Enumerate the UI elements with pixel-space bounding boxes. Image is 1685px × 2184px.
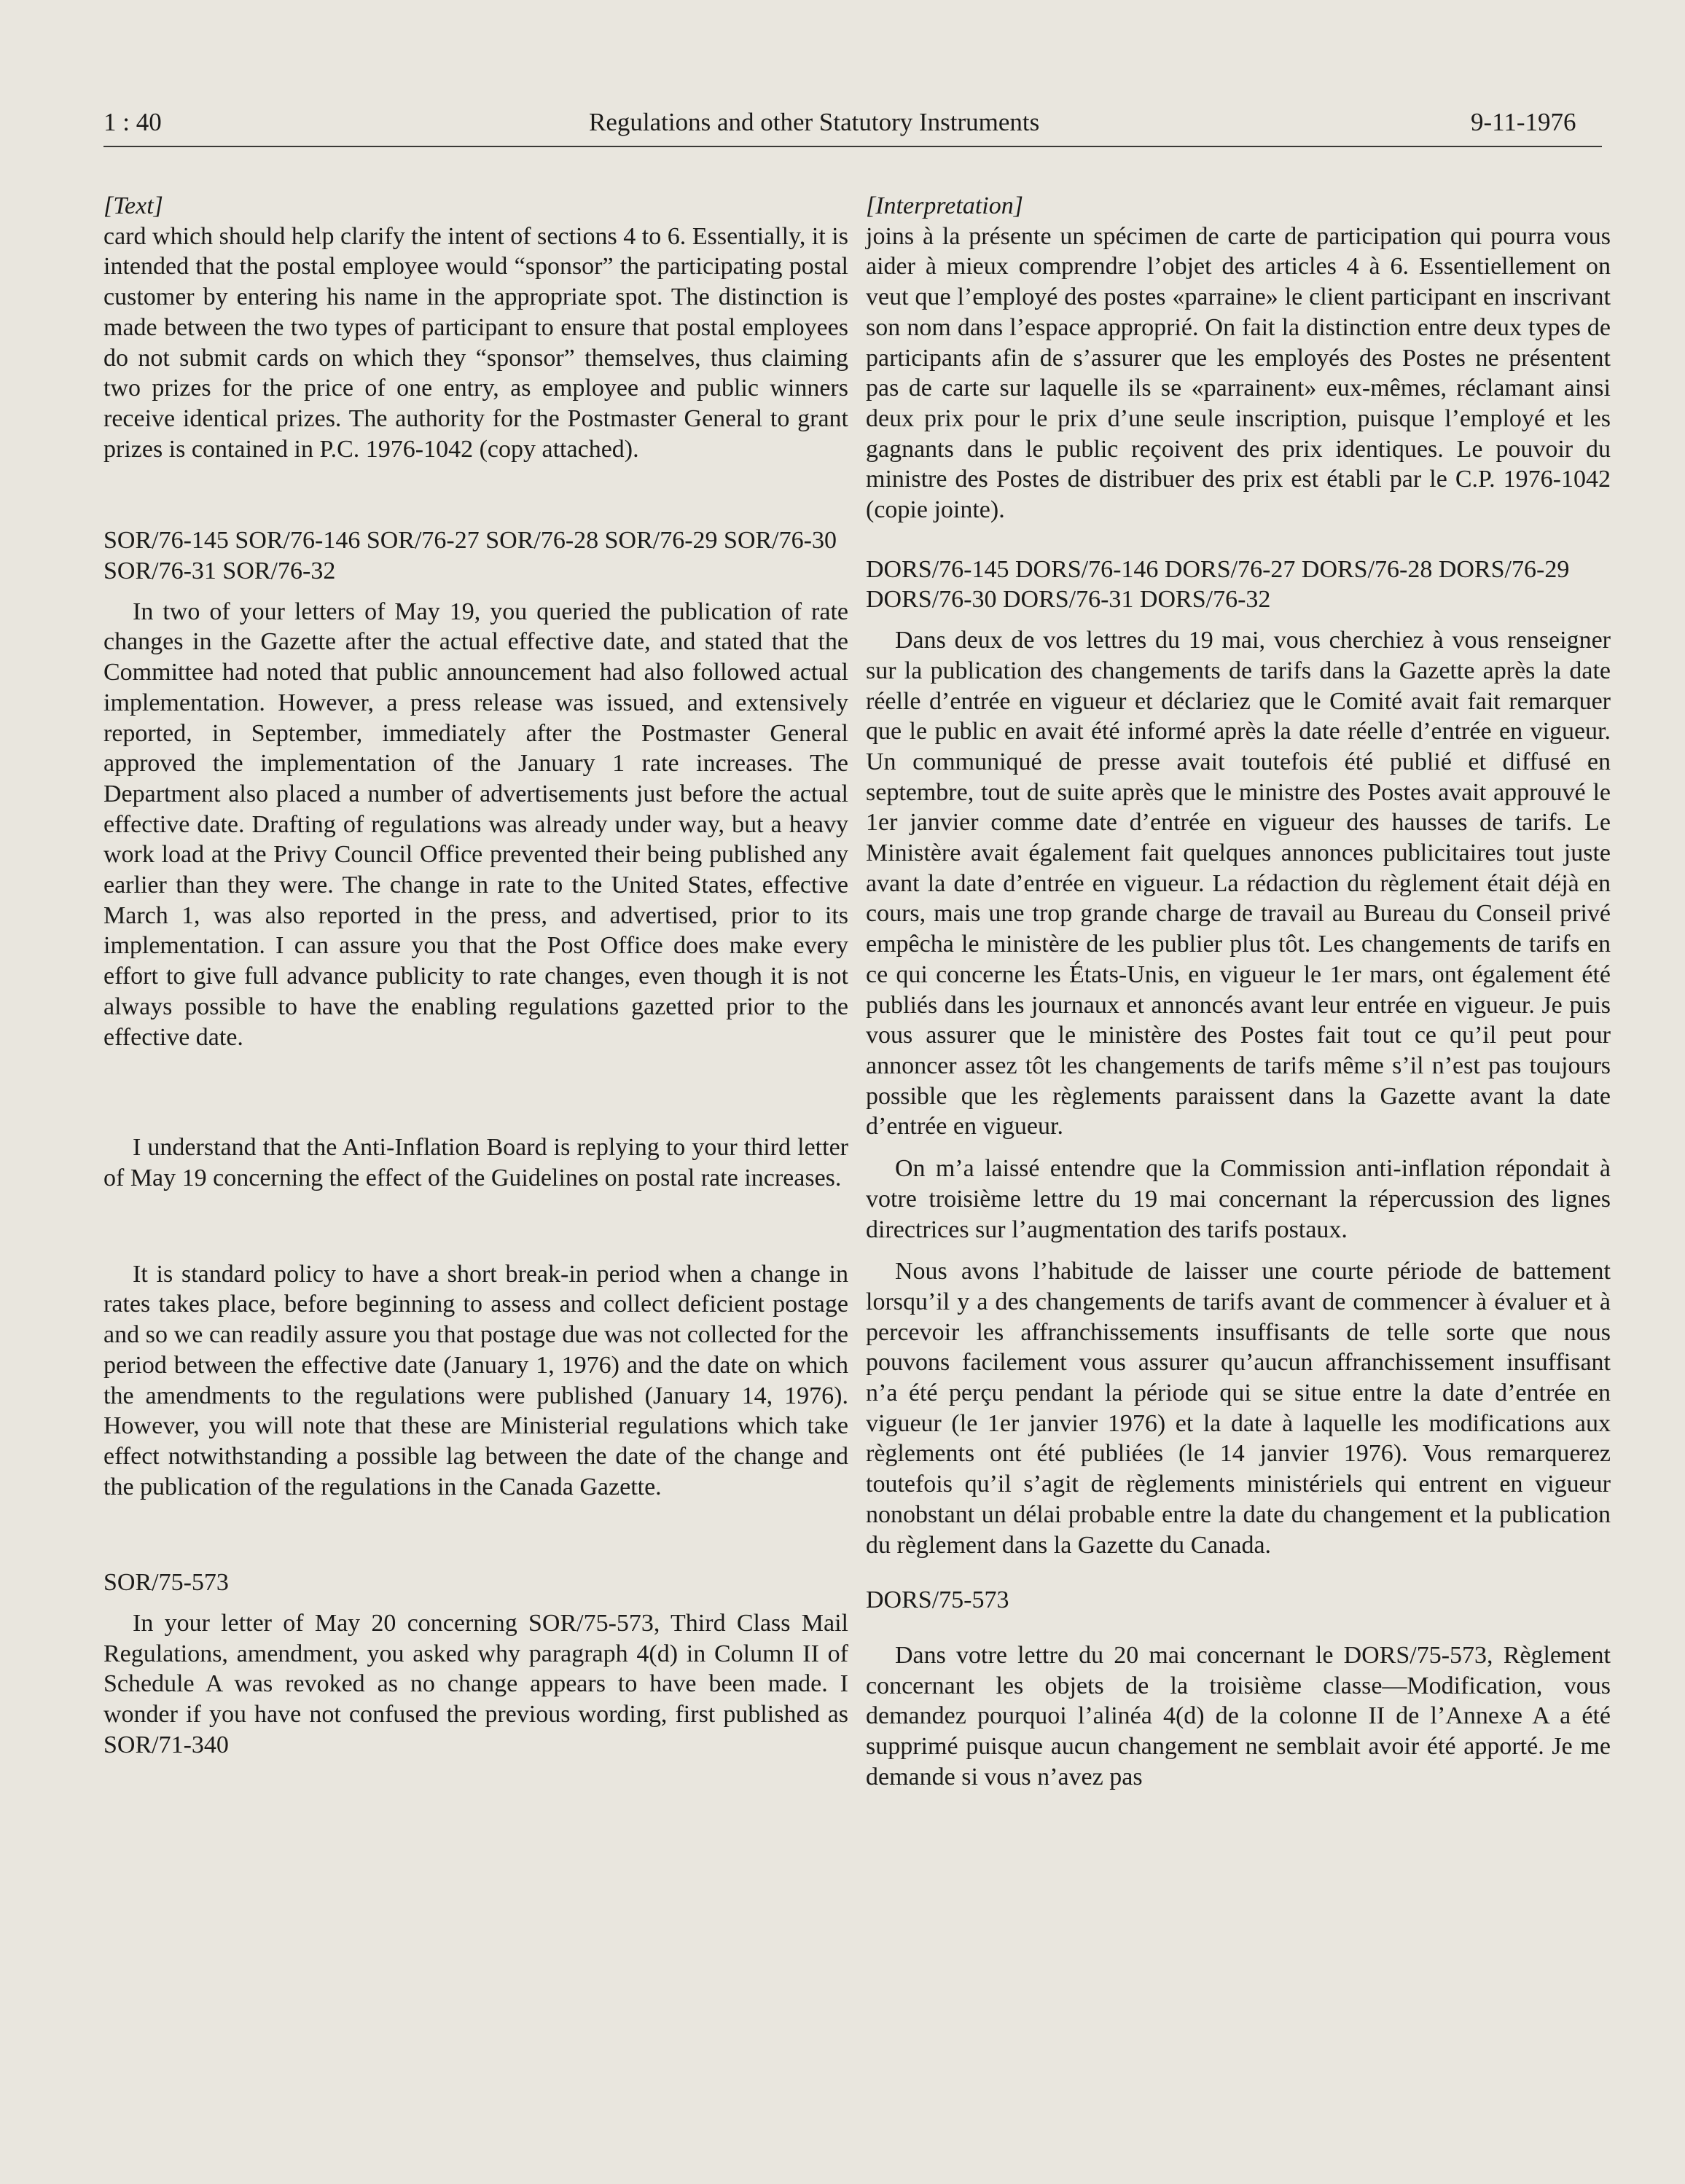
french-heading-dors-76: DORS/76-145 DORS/76-146 DORS/76-27 DORS/76-28 DORS/76-29 DORS/76-30 DORS/76-31 DORS/76-32 [866, 555, 1570, 614]
french-label: [Interpretation] [866, 192, 1023, 219]
french-heading-dors-75-573: DORS/75-573 [866, 1586, 1009, 1614]
french-paragraph-break-in-period: Nous avons l’habitude de laisser une courte période de battement lorsqu’il y a des changements de tarifs avant de commencer à évaluer et à percevoir les affranchissements insuffisants de telle sorte que nous pouvons facilement vous assurer qu’aucun affranchissement insuffisant n’a été perçu pendant la période qui se situe entre la date d’entrée en vigueur (le 1er janvier 1976) et la date à laquelle les modifications aux règlements ont été publiées (le 14 janvier 1976). Vous remarquerez toutefois qu’il s’agit de règlements ministériels qui entrent en vigueur nonobstant un délai probable entre la date du changement et la publication du règlement dans la Gazette du Canada. [866, 1258, 1611, 1559]
english-column [103, 191, 848, 1761]
french-paragraph-anti-inflation: On m’a laissé entendre que la Commission anti-inflation répondait à votre troisième lettre du 19 mai concernant la répercussion des lignes directrices sur l’augmentation des tarifs postaux. [866, 1155, 1611, 1243]
english-paragraph-third-class-mail: In your letter of May 20 concerning SOR/75-573, Third Class Mail Regulations, amendment, you asked why paragraph 4(d) in Column II of Schedule A was revoked as no change appears to have been made. I wonder if you have not confused the previous wording, first published as SOR/71-340 [103, 1610, 848, 1758]
issue-date: 9-11-1976 [1471, 108, 1576, 136]
english-label: [Text] [103, 192, 163, 219]
english-heading-sor-76: SOR/76-145 SOR/76-146 SOR/76-27 SOR/76-28 SOR/76-29 SOR/76-30 SOR/76-31 SOR/76-32 [103, 527, 837, 585]
english-heading-sor-75-573: SOR/75-573 [103, 1569, 229, 1597]
running-title: Regulations and other Statutory Instruments [589, 108, 1040, 136]
french-column [866, 191, 1611, 1792]
english-paragraph-anti-inflation: I understand that the Anti-Inflation Board is replying to your third letter of May 19 concerning the effect of the Guidelines on postal rate increases. [103, 1134, 848, 1191]
french-paragraph-third-class-mail: Dans votre lettre du 20 mai concernant le DORS/75-573, Règlement concernant les objets de la troisième classe—Modification, vous demandez pourquoi l’alinéa 4(d) de la colonne II de l’Annexe A a été supprimé puisque aucun changement ne semblait avoir été apporté. Je me demande si vous n’avez pas [866, 1641, 1611, 1790]
page-number: 1 : 40 [103, 108, 162, 136]
english-paragraph-rates-publicity: In two of your letters of May 19, you queried the publication of rate changes in the Gazette after the actual effective date, and stated that the Committee had noted that public announcement had also followed actual implementation. However, a press release was issued, and extensively reported, in September, immediately after the Postmaster General approved the implementation of the January 1 rate increases. The Department also placed a number of advertisements just before the actual effective date. Drafting of regulations was already under way, but a heavy work load at the Privy Council Office prevented their being published any earlier than they were. The change in rate to the United States, effective March 1, was also reported in the press, and advertised, prior to its implementation. I can assure you that the Post Office does make every effort to give full advance publicity to rate changes, even though it is not always possible to have the enabling regulations gazetted prior to the effective date. [103, 598, 848, 1051]
english-intro-paragraph: card which should help clarify the intent of sections 4 to 6. Essentially, it is intended that the postal employee would “sponsor” the participating postal customer by entering his name in the appropriate spot. The distinction is made between the two types of participant to ensure that postal employees do not submit cards on which they “sponsor” themselves, thus claiming two prizes for the price of one entry, as employee and public winners receive identical prizes. The authority for the Postmaster General to grant prizes is contained in P.C. 1976-1042 (copy attached). [103, 222, 848, 463]
french-intro-paragraph: joins à la présente un spécimen de carte de participation qui pourra vous aider à mieux comprendre l’objet des articles 4 à 6. Essentiellement on veut que l’employé des postes «parraine» le client participant en inscrivant son nom dans l’espace approprié. On fait la distinction entre deux types de participants afin de s’assurer que les employés des Postes ne présentent pas de carte sur laquelle ils se «parrainent» eux-mêmes, réclamant ainsi deux prix pour le prix d’une seule inscription, puisque l’employé et les gagnants dans le public reçoivent des prix identiques. Le pouvoir du ministre des Postes de distribuer des prix est établi par le C.P. 1976-1042 (copie jointe). [866, 222, 1611, 524]
header-rule [103, 146, 1602, 147]
english-paragraph-break-in-period: It is standard policy to have a short break-in period when a change in rates takes place, before beginning to assess and collect deficient postage and so we can readily assure you that postage due was not collected for the period between the effective date (January 1, 1976) and the date on which the amendments to the regulations were published (January 14, 1976). However, you will note that these are Ministerial regulations which take effect notwithstanding a possible lag between the date of the change and the publication of the regulations in the Canada Gazette. [103, 1260, 848, 1500]
french-paragraph-rates-publicity: Dans deux de vos lettres du 19 mai, vous cherchiez à vous renseigner sur la publication des changements de tarifs dans la Gazette après la date réelle d’entrée en vigueur et déclariez que le Comité avait fait remarquer que le public en avait été informé après la date réelle d’entrée en vigueur. Un communiqué de presse avait toutefois été publié et diffusé en septembre, tout de suite après que le ministre des Postes avait approuvé le 1er janvier comme date d’entrée en vigueur des hausses de tarifs. Le Ministère avait également fait quelques annonces publicitaires tout juste avant la date d’entrée en vigueur. La rédaction du règlement était déjà en cours, mais une trop grande charge de travail au Bureau du Conseil privé empêcha le ministère de les publier plus tôt. Les changements de tarifs en ce qui concerne les États-Unis, en vigueur le 1er mars, ont également été publiés dans les journaux et annoncés avant leur entrée en vigueur. Je puis vous assurer que le ministère des Postes fait tout ce qu’il peut pour annoncer assez tôt les changements de tarifs même s’il n’est pas toujours possible que les règlements paraissent dans la Gazette avant la date d’entrée en vigueur. [866, 627, 1611, 1140]
